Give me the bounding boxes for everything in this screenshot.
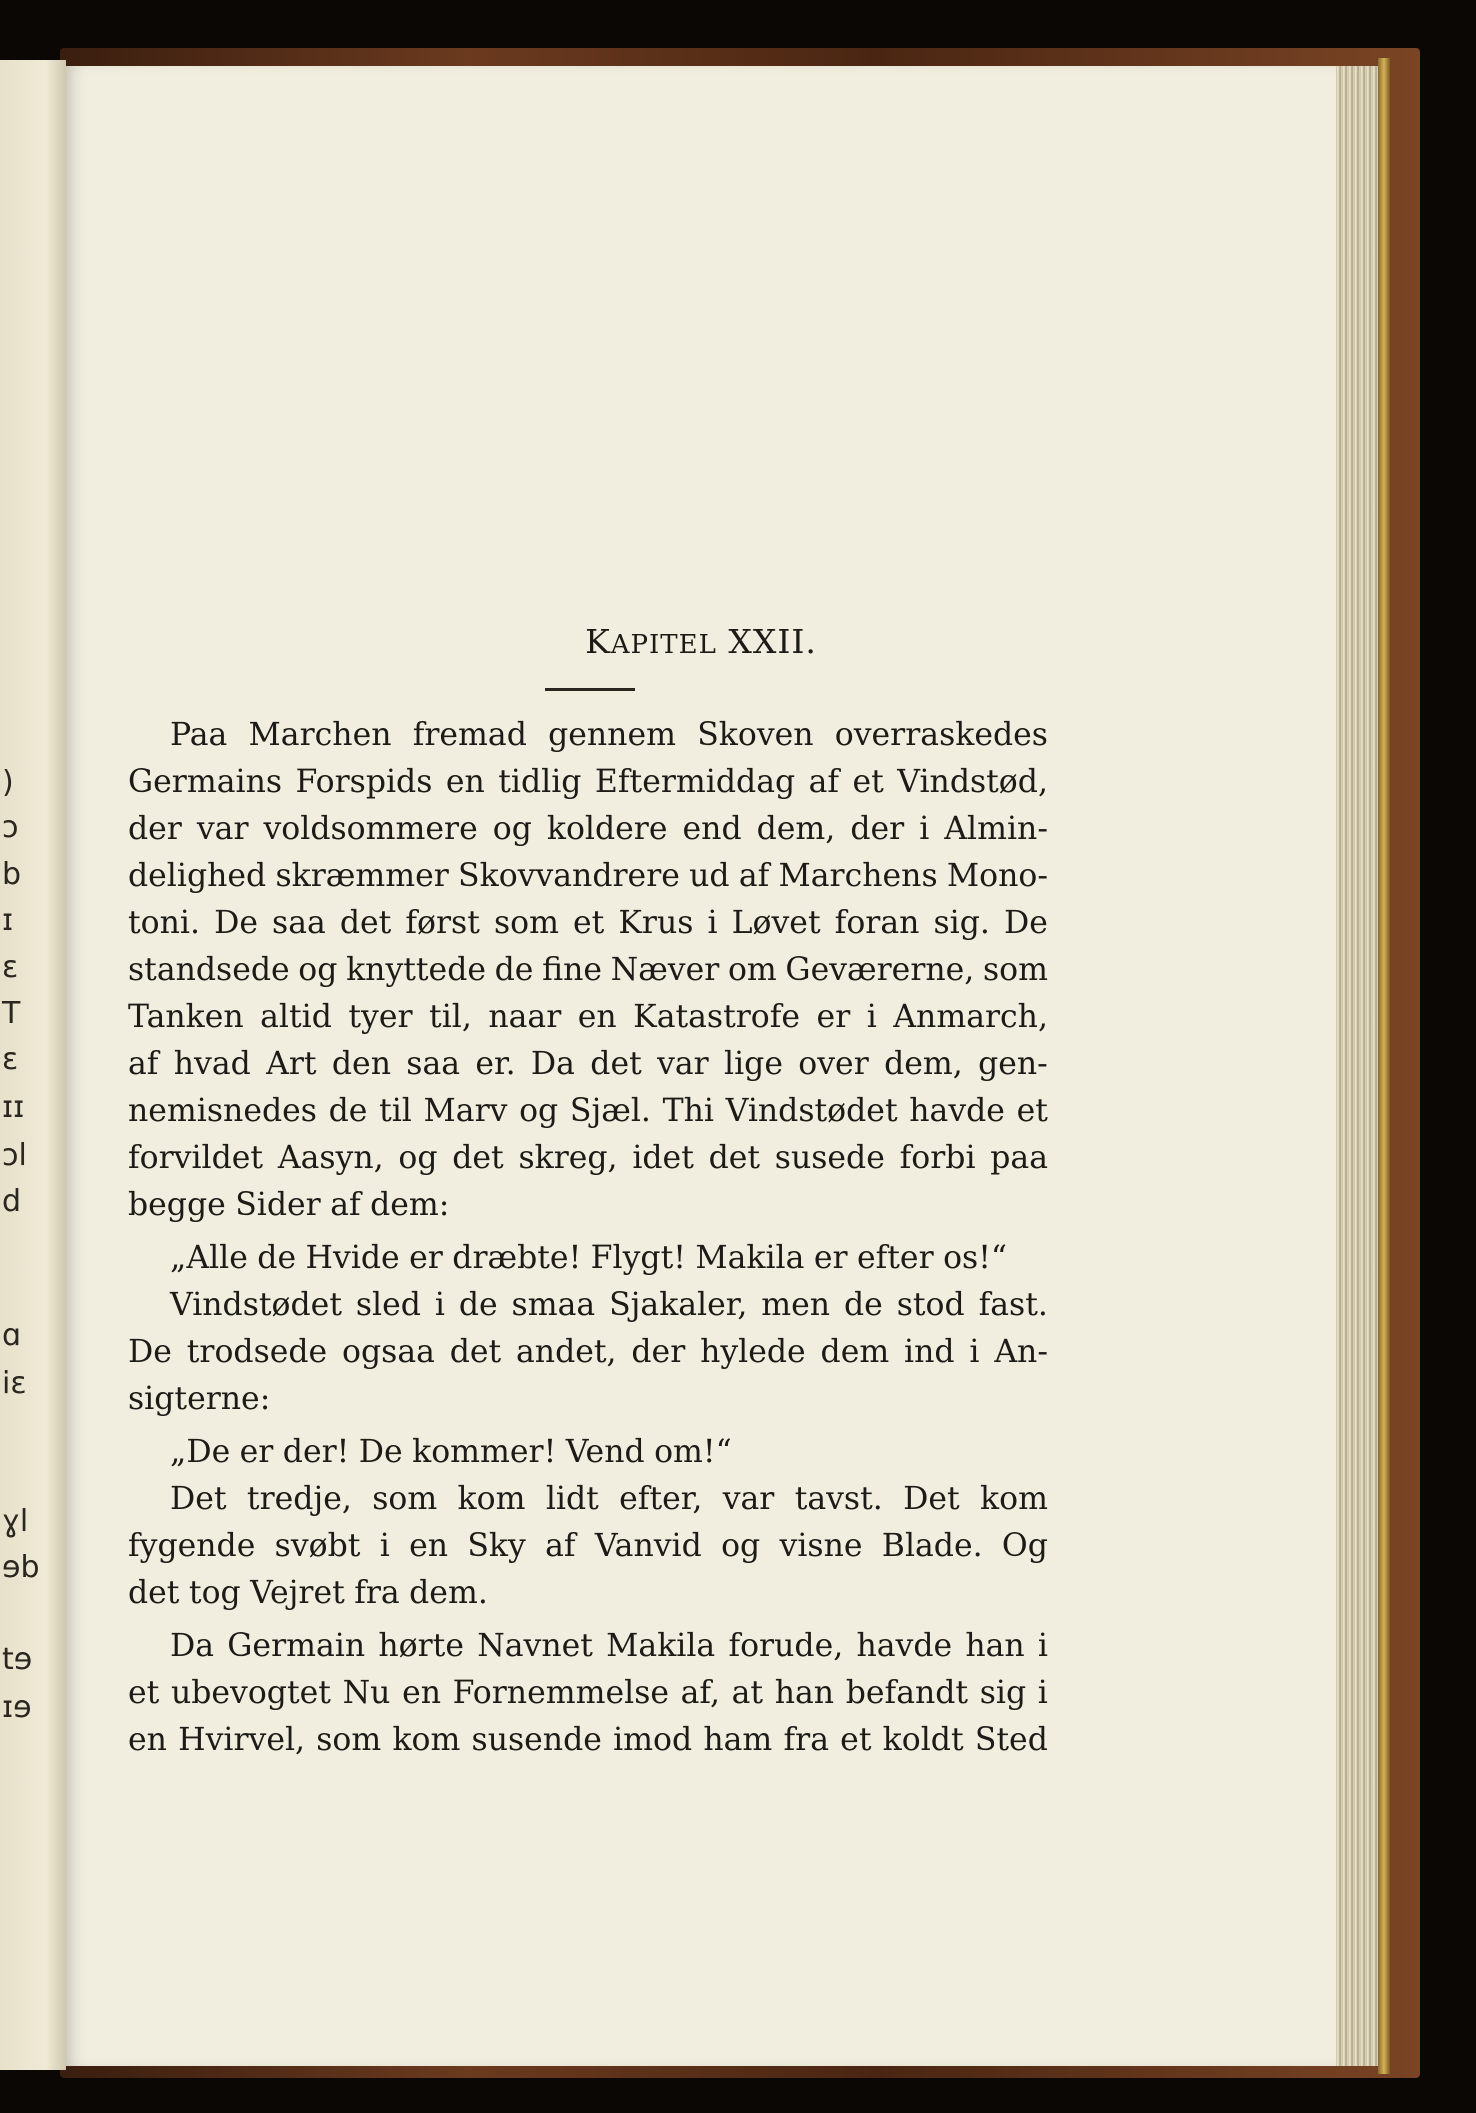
prev-page-glyph: ɑ bbox=[2, 1318, 22, 1353]
text-line: Tanken altid tyer til, naar en Katastrofe er i Anmarch, bbox=[128, 999, 1048, 1035]
prev-page-glyph: iɛ bbox=[2, 1366, 27, 1401]
text-line: et ubevogtet Nu en Fornemmelse af, at han befandt sig i bbox=[128, 1675, 1048, 1711]
prev-page-glyph: ɪ bbox=[2, 903, 14, 938]
text-line: „Alle de Hvide er dræbte! Flygt! Makila er efter os!“ bbox=[170, 1240, 1007, 1276]
text-line: forvildet Aasyn, og det skreg, idet det susede forbi paa bbox=[128, 1140, 1048, 1176]
prev-page-glyph: tɘ bbox=[2, 1642, 33, 1677]
heading-rule bbox=[545, 688, 635, 691]
text-line: „De er der! De kommer! Vend om!“ bbox=[170, 1434, 732, 1470]
prev-page-glyph: ɔl bbox=[2, 1138, 27, 1173]
text-line: Germains Forspids en tidlig Eftermiddag af et Vindstød, bbox=[128, 764, 1048, 800]
text-line: De trodsede ogsaa det andet, der hylede dem ind i An- bbox=[128, 1334, 1048, 1370]
prev-page-glyph: ɪɘ bbox=[2, 1690, 32, 1725]
chapter-heading: KAPITEL XXII. bbox=[585, 622, 817, 661]
prev-page-glyph: ɘb bbox=[2, 1550, 40, 1585]
prev-page-glyph: T bbox=[2, 996, 21, 1031]
prev-page-glyph: ɪɪ bbox=[2, 1090, 25, 1125]
text-line: en Hvirvel, som kom susende imod ham fra et koldt Sted bbox=[128, 1722, 1048, 1758]
text-line: begge Sider af dem: bbox=[128, 1187, 450, 1223]
gilt-spine-edge bbox=[1378, 58, 1390, 2074]
text-line: fygende svøbt i en Sky af Vanvid og visne Blade. Og bbox=[128, 1528, 1048, 1564]
text-line: sigterne: bbox=[128, 1381, 271, 1417]
prev-page-glyph: d bbox=[2, 1184, 22, 1219]
text-line: Det tredje, som kom lidt efter, var tavst. Det kom bbox=[170, 1481, 1048, 1517]
prev-page-glyph: ) bbox=[2, 765, 14, 800]
text-line: nemisnedes de til Marv og Sjæl. Thi Vindstødet havde et bbox=[128, 1093, 1048, 1129]
text-line: der var voldsommere og koldere end dem, der i Almin- bbox=[128, 811, 1048, 847]
text-line: standsede og knyttede de fine Næver om Geværerne, som bbox=[128, 952, 1048, 988]
prev-page-glyph: ɛ bbox=[2, 1042, 19, 1077]
prev-page-glyph: ɣl bbox=[2, 1504, 29, 1539]
text-line: Vindstødet sled i de smaa Sjakaler, men de stod fast. bbox=[170, 1287, 1048, 1323]
prev-page-glyph: ɛ bbox=[2, 950, 19, 985]
text-line: toni. De saa det først som et Krus i Løvet foran sig. De bbox=[128, 905, 1048, 941]
page-block-edge bbox=[1336, 66, 1378, 2066]
text-line: Paa Marchen fremad gennem Skoven overraskedes bbox=[170, 717, 1048, 753]
prev-page-glyph: ɔ bbox=[2, 810, 19, 845]
previous-page-edge bbox=[0, 60, 66, 2070]
text-line: delighed skræmmer Skovvandrere ud af Marchens Mono- bbox=[128, 858, 1048, 894]
text-line: det tog Vejret fra dem. bbox=[128, 1575, 488, 1611]
text-line: Da Germain hørte Navnet Makila forude, havde han i bbox=[170, 1628, 1048, 1664]
prev-page-glyph: b bbox=[2, 857, 22, 892]
text-line: af hvad Art den saa er. Da det var lige over dem, gen- bbox=[128, 1046, 1048, 1082]
body-text bbox=[128, 712, 1048, 1764]
